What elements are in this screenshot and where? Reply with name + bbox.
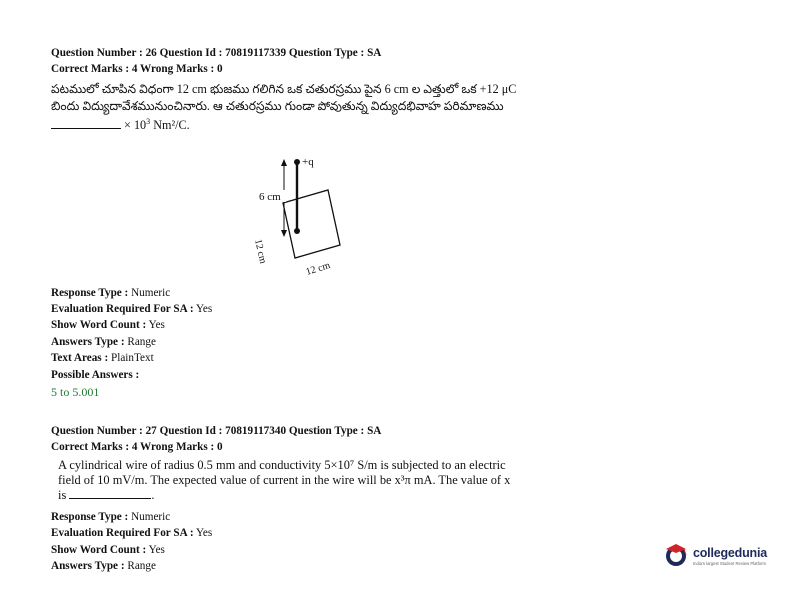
q26-figure: [240, 145, 370, 280]
q26-meta-evaluation: Evaluation Required For SA : Yes: [51, 303, 213, 315]
side-left-label: 12 cm: [252, 238, 269, 265]
q27-header-marks: Correct Marks : 4 Wrong Marks : 0: [51, 441, 223, 453]
q26-text-line2: బిందు విద్యుదావేశమునుంచినారు. ఆ చతురస్రము గుండా పోవుతున్న విద్యుదభివాహ పరిమాణము: [51, 99, 504, 113]
q26-header-ids: Question Number : 26 Question Id : 70819117339 Question Type : SA: [51, 47, 382, 59]
q27-meta-evaluation: Evaluation Required For SA : Yes: [51, 527, 213, 539]
q27-meta-word-count: Show Word Count : Yes: [51, 544, 165, 556]
q27-text-line2: field of 10 mV/m. The expected value of current in the wire will be x³π mA. The value of x: [58, 473, 511, 487]
q27-text-line1: A cylindrical wire of radius 0.5 mm and conductivity 5×10⁷ S/m is subjected to an electric: [58, 458, 506, 472]
side-bottom-label: 12 cm: [304, 260, 332, 278]
q26-exponent: 3: [146, 117, 151, 126]
height-arrow-down-icon: [281, 230, 287, 237]
square-outline: [283, 190, 340, 258]
q26-meta-text-areas: Text Areas : PlainText: [51, 352, 154, 364]
charge-label: +q: [302, 156, 314, 168]
height-arrow-up-icon: [281, 159, 287, 166]
q26-meta-answers-type: Answers Type : Range: [51, 336, 156, 348]
q27-meta-answers-type: Answers Type : Range: [51, 560, 156, 572]
q27-text-line3: [58, 488, 154, 503]
q27-text-is: is: [58, 488, 67, 502]
charge-dot: [294, 159, 300, 165]
q27-meta-response-type: Response Type : Numeric: [51, 511, 171, 523]
q26-meta-word-count: Show Word Count : Yes: [51, 319, 165, 331]
logo-tagline: India's largest Student Review Platform: [693, 561, 766, 566]
q26-meta-possible-answers: Possible Answers :: [51, 369, 140, 381]
answer-blank: [51, 118, 121, 129]
q27-header-ids: Question Number : 27 Question Id : 70819117340 Question Type : SA: [51, 425, 382, 437]
height-label: 6 cm: [259, 191, 281, 203]
q26-meta-response-type: Response Type : Numeric: [51, 287, 171, 299]
q26-header-marks: Correct Marks : 4 Wrong Marks : 0: [51, 63, 223, 75]
logo-name: collegedunia: [693, 546, 768, 560]
answer-blank: [69, 488, 151, 499]
center-dot: [294, 228, 300, 234]
q26-answer: 5 to 5.001: [51, 385, 100, 399]
q27-text-end: .: [151, 488, 155, 502]
q26-text-line3: [51, 114, 190, 133]
q26-text-line1: పటములో చూపిన విధంగా 12 cm భుజము గలిగిన ఒక చతురస్రము పైన 6 cm ల ఎత్తులో ఒక +12 μC: [51, 82, 517, 96]
q26-unit: Nm²/C.: [150, 118, 190, 133]
q26-text-line3-tail: × 10: [124, 118, 147, 133]
